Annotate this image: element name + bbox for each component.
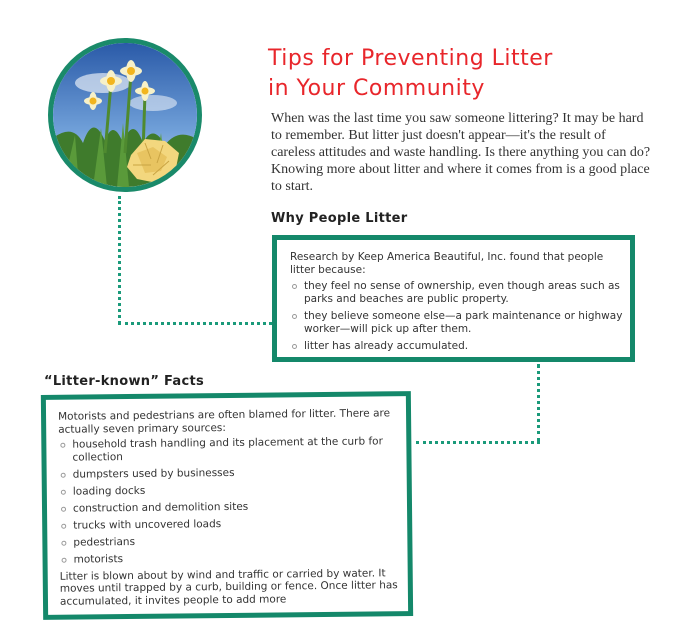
why-list xyxy=(290,280,630,353)
list-item: motorists xyxy=(59,550,399,566)
page-title xyxy=(268,44,658,104)
facts-closing: Litter is blown about by wind and traffic or carried by water. It moves until trapped by a curb, building or fence. Once litter has accumulated, it invites people to add more xyxy=(59,566,398,608)
daffodil-litter-photo xyxy=(48,38,202,192)
facts-lead: Motorists and pedestrians are often blamed for litter. There are actually seven primary sources: xyxy=(57,407,391,436)
intro-paragraph: When was the last time you saw someone littering? It may be hard to remember. But litter just doesn't appear—it's the result of careless attitudes and waste handling. Is there anything you can do? Knowing more about litter and where it comes from is a good place to start. xyxy=(271,111,651,194)
list-item: litter has already accumulated. xyxy=(290,340,630,353)
list-item: they believe someone else—a park maintenance or highway worker—will pick up after them. xyxy=(290,310,630,336)
daffodil-illustration xyxy=(53,43,197,187)
list-item: trucks with uncovered loads xyxy=(59,516,399,532)
connector-vertical-left xyxy=(118,196,121,324)
connector-vertical-right xyxy=(537,364,540,442)
connector-horizontal-left xyxy=(118,322,272,325)
connector-horizontal-right xyxy=(416,441,540,444)
list-item: dumpsters used by businesses xyxy=(59,465,399,481)
why-lead: Research by Keep America Beautiful, Inc. found that people litter because: xyxy=(290,251,604,276)
list-item: construction and demolition sites xyxy=(59,499,399,515)
list-item: household trash handling and its placement at the curb for collection xyxy=(58,435,398,464)
why-box xyxy=(272,235,635,362)
why-heading: Why People Litter xyxy=(271,211,408,226)
title-line-1: Tips for Preventing Litter xyxy=(268,46,553,71)
list-item: they feel no sense of ownership, even though areas such as parks and beaches are public property. xyxy=(290,280,630,306)
list-item: loading docks xyxy=(59,482,399,498)
list-item: pedestrians xyxy=(59,533,399,549)
facts-list xyxy=(58,435,399,566)
facts-heading: “Litter-known” Facts xyxy=(44,374,205,389)
facts-box xyxy=(41,391,413,620)
title-line-2: in Your Community xyxy=(268,76,485,101)
